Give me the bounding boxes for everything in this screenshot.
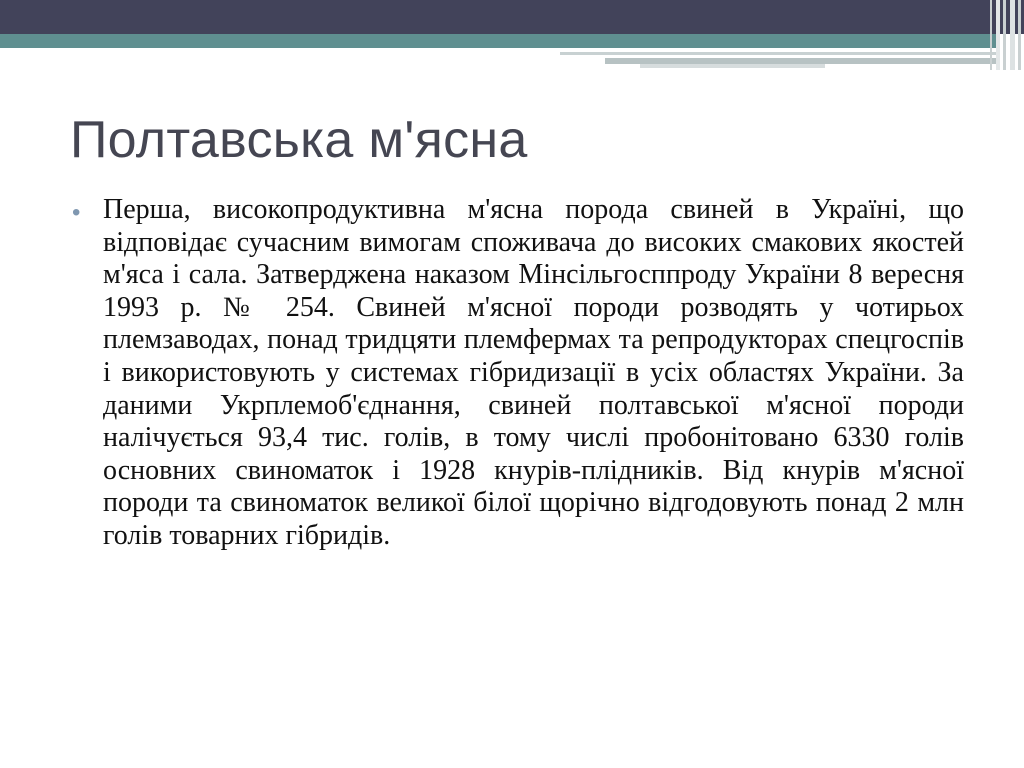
decorative-stripe xyxy=(990,0,992,70)
slide-title: Полтавська м'ясна xyxy=(70,111,528,169)
decorative-stripe xyxy=(1003,0,1006,70)
bullet-text: Перша, високопродуктивна м'ясна порода свиней в Україні, що відповідає сучасним вимогам споживача до високих смакових якостей м'яса і сала. Затверджена наказом Мінсільгосппроду України 8 вересня 1993 р. № 254. Свиней м'ясної породи розводять у чотирьох племзаводах, понад тридцяти племфермах та репродукторах спецгоспів і використовують у системах гібридизації в усіх областях України. За даними Укрплемоб'єднання, свиней полтавської м'ясної породи налічується 93,4 тис. голів, в тому числі пробонітовано 6330 голів основних свиноматок і 1928 кнурів-плідників. Від кнурів м'ясної породи та свиноматок великої білої щорічно відгодовують понад 2 млн голів товарних гібридів. xyxy=(103,194,964,551)
header-dark-band xyxy=(0,0,1024,34)
bullet-item xyxy=(72,194,964,553)
header-accent-band xyxy=(0,34,1000,48)
bullet-marker: • xyxy=(72,199,81,226)
header-side-stripes xyxy=(990,0,1024,70)
header-decorative-rule xyxy=(560,52,1000,55)
decorative-stripe xyxy=(1018,0,1021,70)
header-decorative-rule xyxy=(640,64,825,68)
decorative-stripe xyxy=(996,0,1000,70)
bullet-list xyxy=(72,194,964,553)
decorative-stripe xyxy=(1010,0,1015,70)
